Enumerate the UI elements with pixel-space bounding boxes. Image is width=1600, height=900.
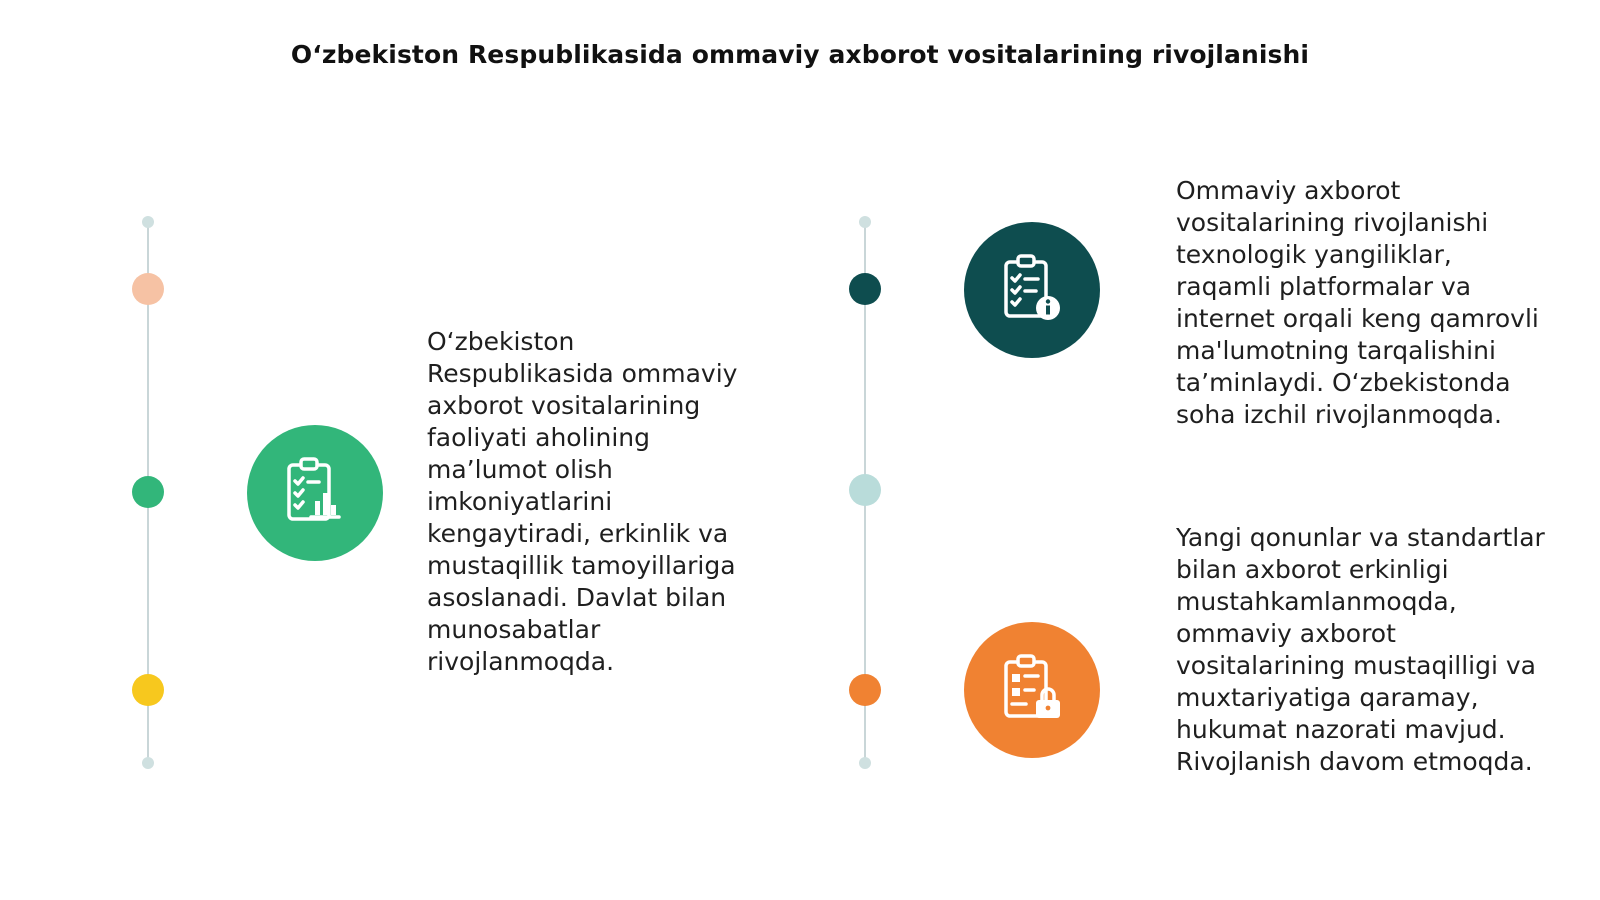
left-timeline-marker-yellow	[132, 674, 164, 706]
right-timeline-marker-orange	[849, 674, 881, 706]
clipboard-lock-icon	[964, 622, 1100, 758]
right-timeline-top-end	[859, 216, 871, 228]
left-timeline-bottom-end	[142, 757, 154, 769]
right-timeline-bottom-end	[859, 757, 871, 769]
left-timeline-marker-peach	[132, 273, 164, 305]
left-timeline-marker-green	[132, 476, 164, 508]
right-timeline-marker-dark-teal	[849, 273, 881, 305]
clipboard-info-icon	[964, 222, 1100, 358]
right-timeline-marker-light-teal	[849, 474, 881, 506]
page-title: O‘zbekiston Respublikasida ommaviy axborot vositalarining rivojlanishi	[290, 40, 1310, 69]
left-timeline-top-end	[142, 216, 154, 228]
item-2-text: Ommaviy axborot vositalarining rivojlanishi texnologik yangiliklar, raqamli platformalar va internet orqali keng qamrovli ma'lumotning tarqalishini ta’minlaydi. O‘zbekistonda soha izchil rivojlanmoqda.	[1176, 176, 1539, 429]
clipboard-chart-icon	[247, 425, 383, 561]
item-3-text: Yangi qonunlar va standartlar bilan axborot erkinligi mustahkamlanmoqda, ommaviy axborot vositalarining mustaqilligi va muxtariyatiga qaramay, hukumat nazorati mavjud. Rivojlanish davom etmoqda.	[1176, 523, 1545, 776]
item-1-text: O‘zbekiston Respublikasida ommaviy axborot vositalarining faoliyati aholining ma’lumot olish imkoniyatlarini kengaytiradi, erkinlik va mustaqillik tamoyillariga asoslanadi. Davlat bilan munosabatlar rivojlanmoqda.	[427, 327, 738, 676]
